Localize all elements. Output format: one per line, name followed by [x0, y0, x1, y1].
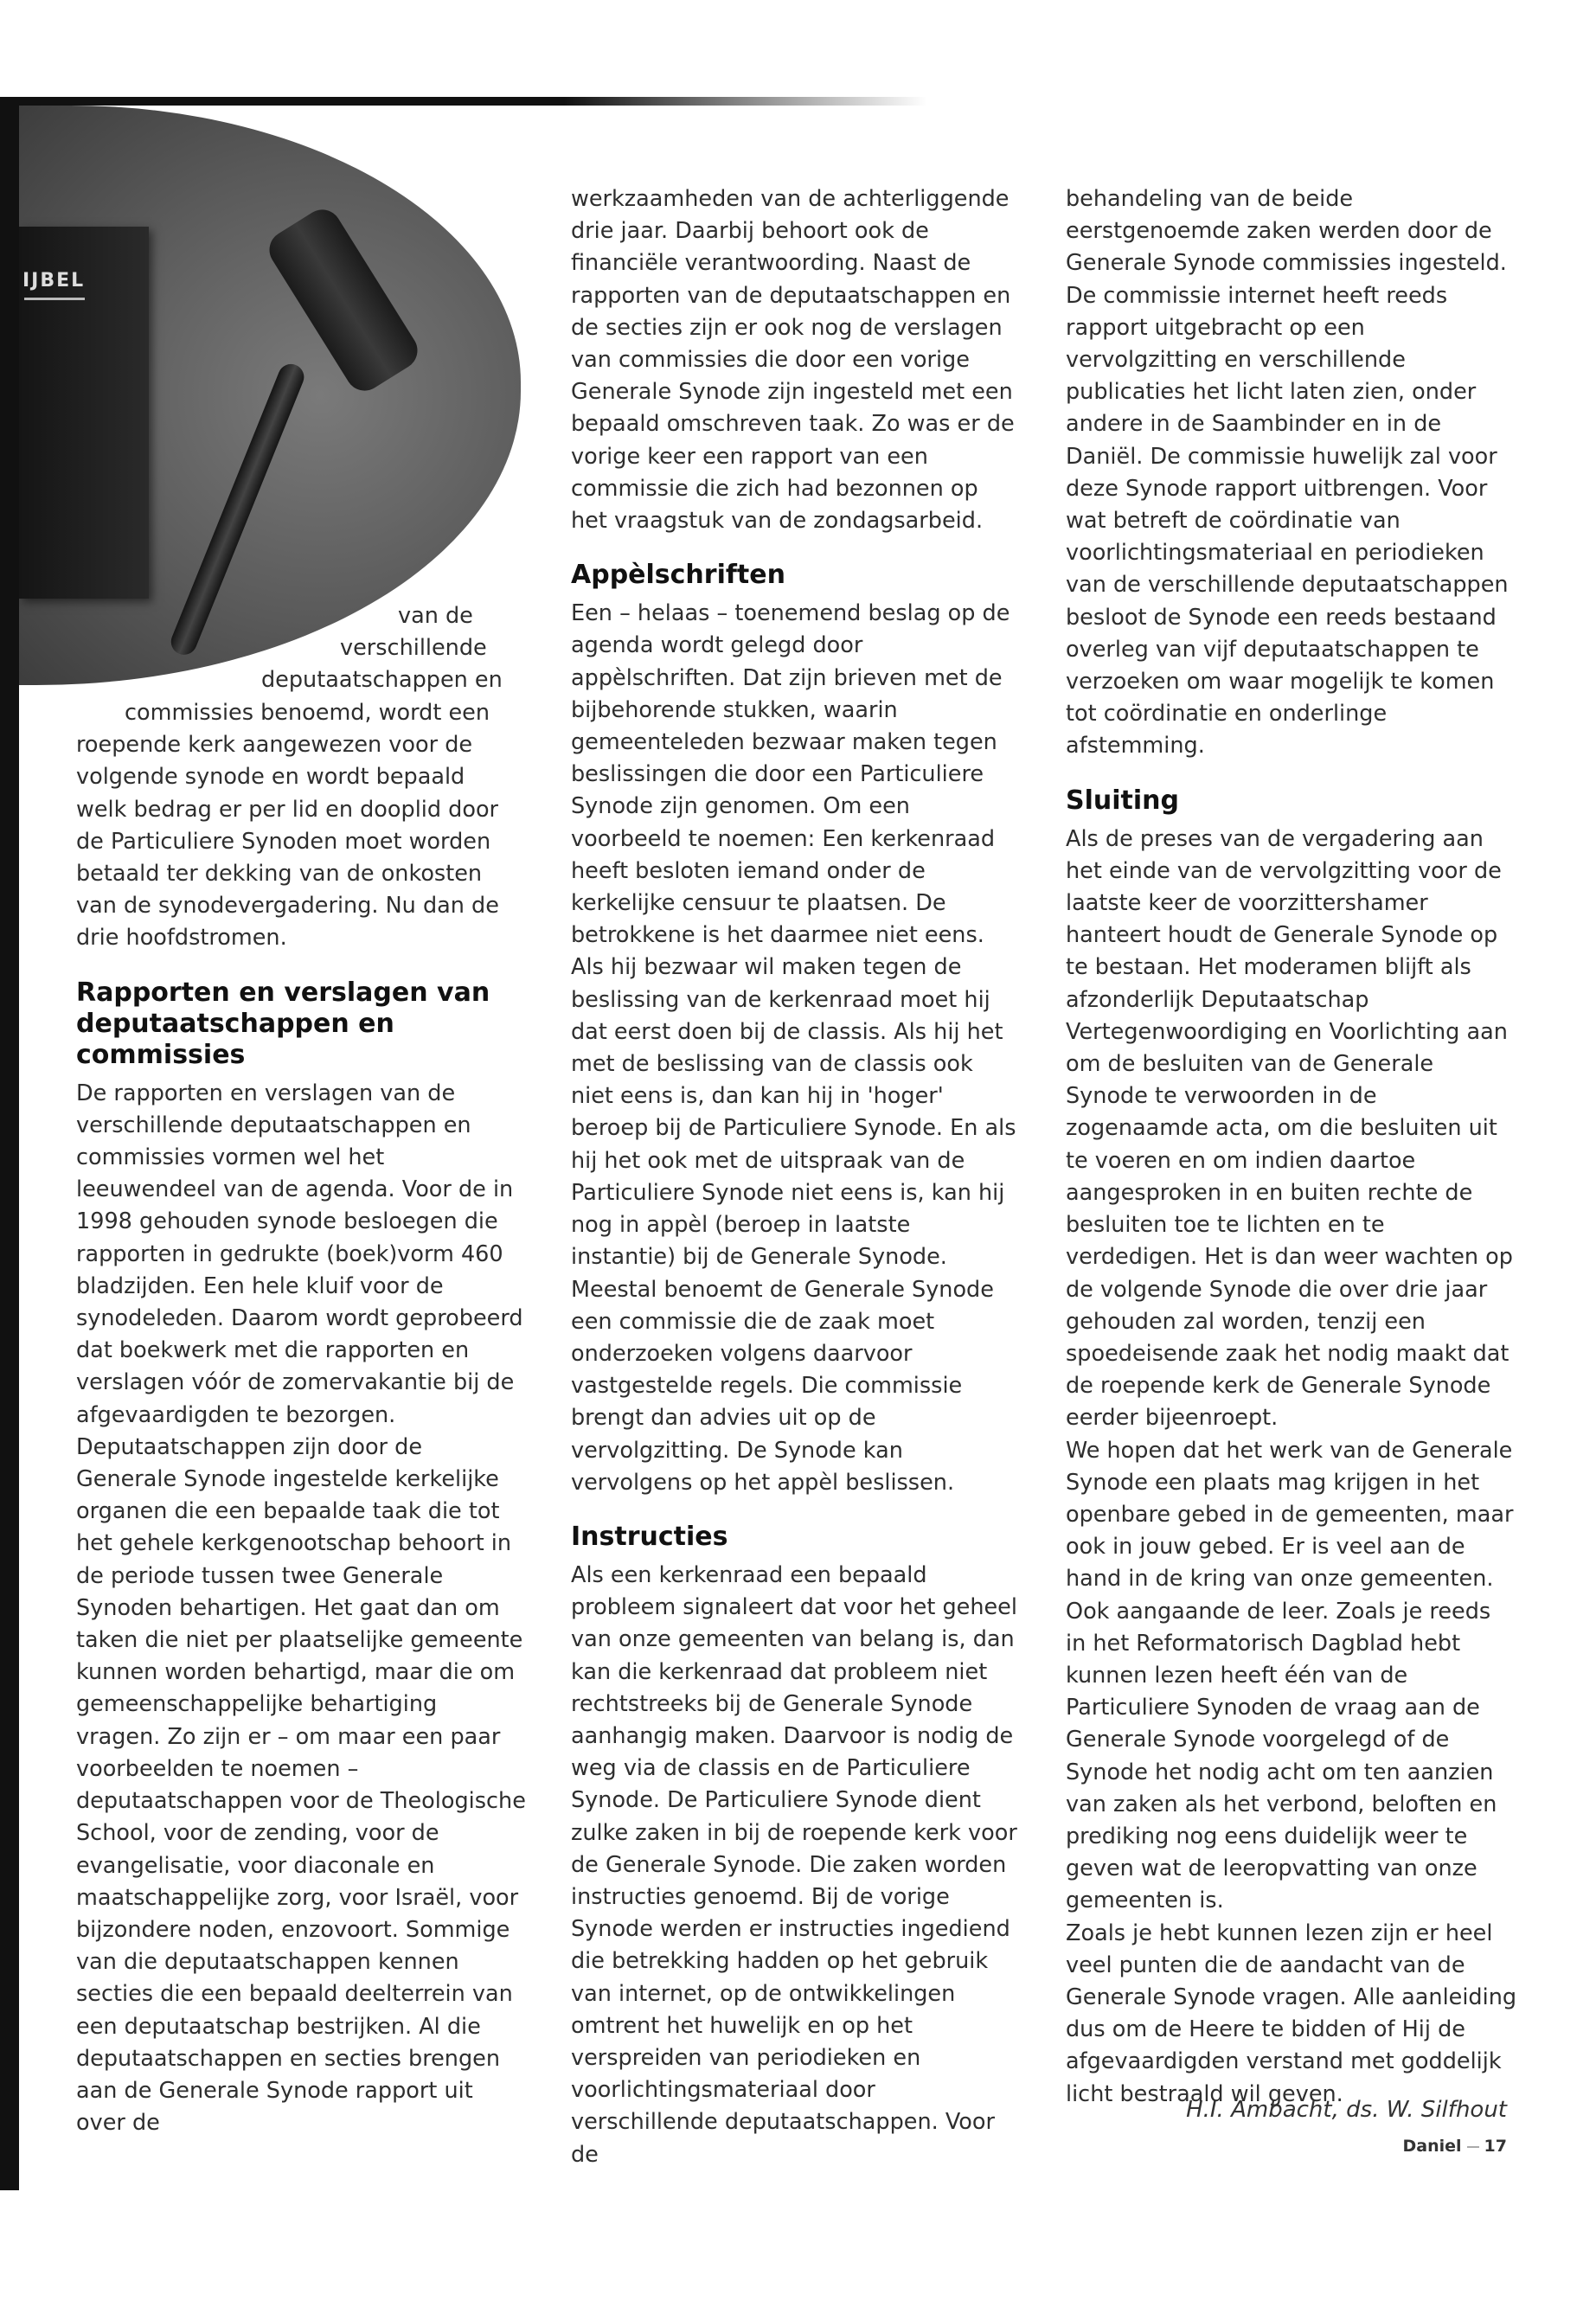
heading-appelschriften: Appèlschriften — [571, 560, 785, 591]
column-1 — [76, 697, 526, 2139]
col3-body-3: Zoals je hebt kunnen lezen zijn er heel veel punten die de aandacht van de Generale Synode vragen. Alle aanleiding dus om de Heere te bidden of Hij de afgevaardigden verstand met goddelijk licht bestraald wil geven. — [1066, 1920, 1517, 2107]
top-rule — [19, 97, 927, 106]
col1-intro-line-5: de Particuliere Synoden moet worden — [76, 828, 491, 855]
heading-instructies: Instructies — [571, 1521, 728, 1552]
col1-intro-line-8: drie hoofdstromen. — [76, 925, 287, 952]
wrap-line-2: verschillende — [340, 635, 487, 662]
column-2 — [571, 183, 1021, 2171]
col2-intro: werkzaamheden van de achterliggende drie jaar. Daarbij behoort ook de financiële verantwoording. Naast de rapporten van de deputaatschappen en de secties zijn er ook nog de verslagen van commissies die door een vorige Generale Synode zijn ingesteld met een bepaald omschreven taak. Zo was er de vorige keer een rapport van een commissie die zich had bezonnen op het vraagstuk van de zondagsarbeid. — [571, 186, 1015, 535]
col1-body: De rapporten en verslagen van de verschillende deputaatschappen en commissies vormen wel het leeuwendeel van de agenda. Voor de in 1998 gehouden synode besloegen die rapporten in gedrukte (boek)vorm 460 bladzijden. Een hele kluif voor de synodeleden. Daarom wordt geprobeerd dat boekwerk met die rapporten en verslagen vóór de zomervakantie bij de afgevaardigden te bezorgen. Deputaatschappen zijn door de Generale Synode ingestelde kerkelijke organen die een bepaalde taak die tot het gehele kerkgenootschap behoort in de periode tussen twee Generale Synoden behartigen. Het gaat dan om taken die niet per plaatselijke gemeente kunnen worden behartigd, maar die om gemeenschappelijke behartiging vragen. Zo zijn er – om maar een paar voorbeelden te noemen – deputaatschappen voor de Theologische School, voor de zending, voor de evangelisatie, voor diaconale en maatschappelijke zorg, voor Israël, voor bijzondere noden, enzovoort. Sommige van die deputaatschappen kennen secties die een bepaald deelterrein van een deputaatschap bestrijken. Al die deputaatschappen en secties brengen aan de Generale Synode rapport uit over de — [76, 1080, 526, 2137]
heading-sluiting: Sluiting — [1066, 785, 1179, 816]
col3-body-1: Als de preses van de vergadering aan het einde van de vervolgzitting voor de laatste keer de voorzittershamer hanteert houdt de Generale Synode op te bestaan. Het moderamen blijft als afzonderlijk Deputaatschap Vertegenwoordiging en Voorlichting aan om de besluiten van de Generale Synode te verwoorden in de zogenaamde acta, om die besluiten uit te voeren en om indien daartoe aangesproken in en buiten rechte de besluiten toe te lichten en te verdedigen. Het is dan weer wachten op de volgende Synode die over drie jaar gehouden zal worden, tenzij een spoedeisende zaak het nodig maakt dat de roepende kerk de Generale Synode eerder bijeenroept. — [1066, 825, 1513, 1432]
gavel-photo — [19, 106, 521, 685]
column-3 — [1066, 183, 1517, 2111]
magazine-name: Daniel — [1402, 2137, 1462, 2156]
col3-intro: behandeling van de beide eerstgenoemde zaken werden door de Generale Synode commissies ingesteld. De commissie internet heeft reeds rapport uitgebracht op een vervolgzitting en verschillende publicaties het licht laten zien, onder andere in de Saambinder en in de Daniël. De commissie huwelijk zal voor deze Synode rapport uitbrengen. Voor wat betreft de coördinatie van voorlichtingsmateriaal en periodieken van de verschillende deputaatschappen besloot de Synode een reeds bestaand overleg van vijf deputaatschappen te verzoeken om waar mogelijk te komen tot coördinatie en onderlinge afstemming. — [1066, 186, 1509, 760]
col1-intro-line-1: commissies benoemd, wordt een — [125, 700, 490, 726]
wrap-line-1: van de — [398, 603, 473, 629]
book-cover-rule — [24, 298, 85, 300]
book-cover-text: IJBEL — [22, 270, 86, 292]
left-page-edge — [0, 97, 19, 2190]
col2-body-appelschriften: Een – helaas – toenemend beslag op de agenda wordt gelegd door appèlschriften. Dat zijn brieven met de bijbehorende stukken, waarin gemeenteleden bezwaar maken tegen beslissingen die door een Particuliere Synode zijn genomen. Om een voorbeeld te noemen: Een kerkenraad heeft besloten iemand onder de kerkelijke censuur te plaatsen. De betrokkene is het daarmee niet eens. Als hij bezwaar wil maken tegen de beslissing van de kerkenraad moet hij dat eerst doen bij de classis. Als hij het met de beslissing van de classis ook niet eens is, dan kan hij in 'hoger' beroep bij de Particuliere Synode. En als hij het ook met de uitspraak van de Particuliere Synode niet eens is, kan hij nog in appèl (beroep in laatste instantie) bij de Generale Synode. Meestal benoemt de Generale Synode een commissie die de zaak moet onderzoeken volgens daarvoor vastgestelde regels. Die commissie brengt dan advies uit op de vervolgzitting. De Synode kan vervolgens op het appèl beslissen. — [571, 600, 1016, 1496]
footer-separator — [1467, 2146, 1479, 2148]
wrap-line-3: deputaatschappen en — [261, 667, 503, 694]
col2-body-instructies: Als een kerkenraad een bepaald probleem signaleert dat voor het geheel van onze gemeenten van belang is, dan kan die kerkenraad dat probleem niet rechtstreeks bij de Generale Synode aanhangig maken. Daarvoor is nodig de weg via de classis en de Particuliere Synode. De Particuliere Synode dient zulke zaken in bij de roepende kerk voor de Generale Synode. Die zaken worden instructies genoemd. Bij de vorige Synode werden er instructies ingediend die betrekking hadden op het gebruik van internet, op de ontwikkelingen omtrent het huwelijk en op het verspreiden van periodieken en voorlichtingsmateriaal door verschillende deputaatschappen. Voor de — [571, 1561, 1017, 2168]
heading-rapporten: Rapporten en verslagen van deputaatschappen en commissies — [76, 977, 490, 1070]
page-number: 17 — [1484, 2137, 1507, 2156]
col1-intro-line-6: betaald ter dekking van de onkosten — [76, 861, 483, 888]
col1-intro-line-7: van de synodevergadering. Nu dan de — [76, 893, 499, 920]
col1-intro-line-3: volgende synode en wordt bepaald — [76, 764, 465, 791]
col1-intro-line-2: roepende kerk aangewezen voor de — [76, 732, 473, 759]
photo-wrap-text — [76, 600, 526, 697]
author-signature: H.I. Ambacht, ds. W. Silfhout — [1186, 2097, 1507, 2123]
col3-body-2: We hopen dat het werk van de Generale Synode een plaats mag krijgen in het openbare gebed in de gemeenten, maar ook in jouw gebed. Er is veel aan de hand in de kring van onze gemeenten. Ook aangaande de leer. Zoals je reeds in het Reformatorisch Dagblad hebt kunnen lezen heeft één van de Particuliere Synoden de vraag aan de Generale Synode voorgelegd of de Synode het nodig acht om ten aanzien van zaken als het verbond, beloften en prediking nog eens duidelijk weer te geven wat de leeropvatting van onze gemeenten is. — [1066, 1437, 1514, 1914]
page-footer — [1349, 2137, 1507, 2156]
col1-intro-line-4: welk bedrag er per lid en dooplid door — [76, 796, 499, 823]
